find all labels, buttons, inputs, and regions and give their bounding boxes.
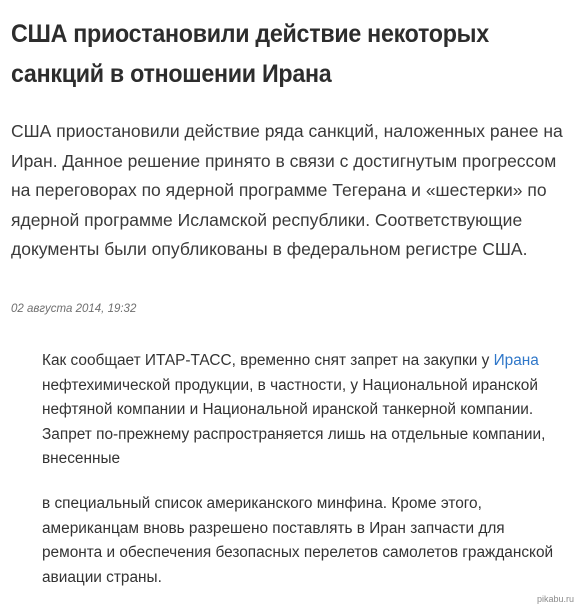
body-paragraph-2: в специальный список американского минфина. Кроме этого, американцам вновь разрешено поставлять в Иран запчасти для ремонта и обеспечения безопасных перелетов самолетов гражданской авиации страны. [42, 495, 554, 586]
watermark: pikabu.ru [536, 594, 574, 604]
iran-link[interactable]: Ирана [493, 352, 539, 369]
body-text-fragment: нефтехимической продукции, в частности, у Национальной иранской нефтяной компании и Национальной иранской танкерной компании. Запрет по-прежнему распространяется лишь на отдельные компании, внесенные [42, 376, 546, 467]
article-lead: США приостановили действие ряда санкций, наложенных ранее на Иран. Данное решение принято в связи с достигнутым прогрессом на переговорах по ядерной программе Тегерана и «шестерки» по ядерной программе Исламской республики. Соответствующие документы были опубликованы в федеральном регистре США. [11, 121, 563, 259]
article-headline: США приостановили действие некоторых санкций в отношении Ирана [11, 20, 489, 88]
body-paragraph-1 [42, 349, 562, 472]
publish-date: 02 августа 2014, 19:32 [11, 303, 137, 315]
body-text-fragment: Как сообщает ИТАР-ТАСС, временно снят запрет на закупки у [42, 352, 494, 369]
